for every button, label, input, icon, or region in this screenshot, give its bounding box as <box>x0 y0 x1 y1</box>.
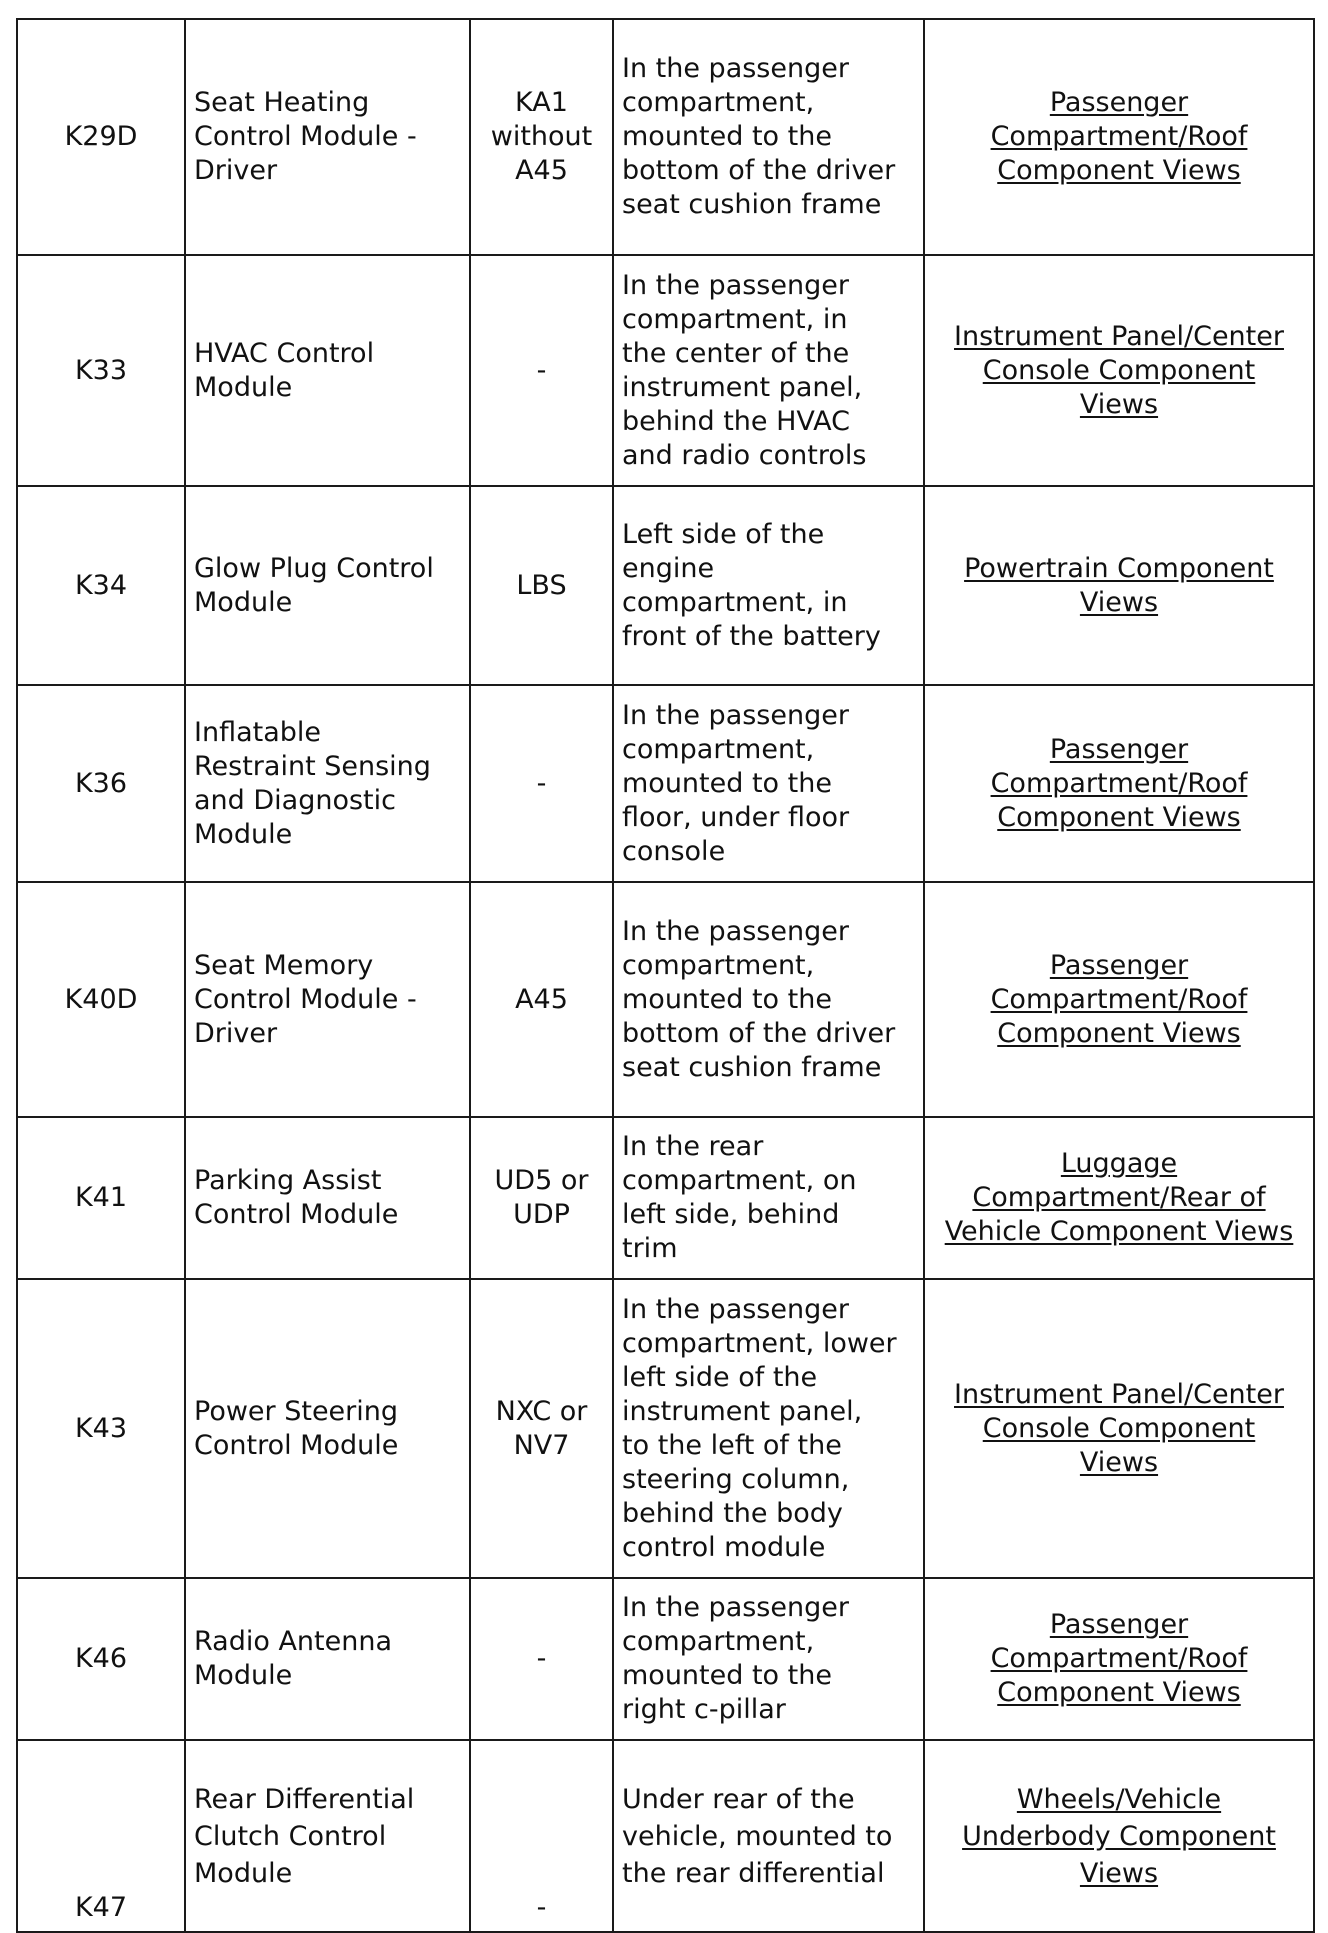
component-name-cell <box>185 19 470 255</box>
location-text: In the passenger compartment, lower left side of the instrument panel, to the left of the steering column, behind the body control module <box>622 1293 897 1563</box>
component-name-cell <box>185 486 470 685</box>
location-text: In the passenger compartment, in the center of the instrument panel, behind the HVAC and radio controls <box>622 269 867 471</box>
component-name-cell <box>185 685 470 882</box>
table-row <box>17 255 1314 486</box>
option-cell <box>470 1578 613 1740</box>
location-cell <box>613 255 924 486</box>
location-cell <box>613 1740 924 1932</box>
component-id-cell <box>17 486 185 685</box>
component-id-cell <box>17 882 185 1117</box>
view-link-cell <box>924 1578 1314 1740</box>
option-cell <box>470 882 613 1117</box>
component-view-link[interactable]: Instrument Panel/Center Console Component Views <box>954 1378 1284 1478</box>
option-cell <box>470 255 613 486</box>
location-cell <box>613 1117 924 1279</box>
option-code: LBS <box>516 569 567 601</box>
component-name: Seat Heating Control Module - Driver <box>194 87 417 186</box>
location-text: In the passenger compartment, mounted to the floor, under floor console <box>622 699 850 867</box>
option-cell <box>470 1740 613 1932</box>
location-cell <box>613 486 924 685</box>
component-id-cell <box>17 1578 185 1740</box>
component-name: Seat Memory Control Module - Driver <box>194 949 417 1049</box>
location-cell <box>613 19 924 255</box>
component-id-cell <box>17 685 185 882</box>
component-view-link[interactable]: Instrument Panel/Center Console Component Views <box>954 320 1284 420</box>
location-text: Under rear of the vehicle, mounted to the rear differential <box>622 1783 893 1889</box>
location-cell <box>613 882 924 1117</box>
location-text: In the passenger compartment, mounted to the bottom of the driver seat cushion frame <box>622 53 896 220</box>
option-code: A45 <box>515 983 568 1015</box>
table-row <box>17 486 1314 685</box>
component-name-cell <box>185 1740 470 1932</box>
location-cell <box>613 1279 924 1578</box>
location-text: Left side of the engine compartment, in front of the battery <box>622 518 881 652</box>
option-cell <box>470 486 613 685</box>
component-view-link[interactable]: Powertrain Component Views <box>964 552 1274 618</box>
table-row <box>17 1740 1314 1932</box>
component-name: HVAC Control Module <box>194 337 375 403</box>
table-row <box>17 19 1314 255</box>
component-id: K46 <box>74 1643 128 1674</box>
view-link-cell <box>924 486 1314 685</box>
component-view-link[interactable]: Passenger Compartment/Roof Component Views <box>990 1609 1248 1708</box>
option-cell <box>470 685 613 882</box>
table-row <box>17 685 1314 882</box>
component-name-cell <box>185 882 470 1117</box>
view-link-cell <box>924 882 1314 1117</box>
component-name-cell <box>185 1279 470 1578</box>
component-name: Glow Plug Control Module <box>194 552 434 618</box>
table-row <box>17 1117 1314 1279</box>
view-link-cell <box>924 255 1314 486</box>
view-link-cell <box>924 685 1314 882</box>
component-id: K40D <box>64 983 138 1015</box>
component-id-cell <box>17 1117 185 1279</box>
component-id: K29D <box>64 121 138 152</box>
view-link-cell <box>924 1740 1314 1932</box>
location-cell <box>613 1578 924 1740</box>
option-code: - <box>536 354 547 386</box>
option-code: - <box>536 767 547 799</box>
option-code: UD5 or UDP <box>494 1165 589 1230</box>
component-name-cell <box>185 1117 470 1279</box>
option-code: NXC or NV7 <box>495 1395 588 1461</box>
component-id-cell <box>17 1279 185 1578</box>
view-link-cell <box>924 1279 1314 1578</box>
table-row <box>17 1578 1314 1740</box>
table-row <box>17 1279 1314 1578</box>
location-text: In the passenger compartment, mounted to the bottom of the driver seat cushion frame <box>622 915 896 1083</box>
component-view-link[interactable]: Passenger Compartment/Roof Component Views <box>990 949 1248 1049</box>
option-code: - <box>536 1643 547 1674</box>
component-id: K34 <box>74 569 128 601</box>
component-id: K33 <box>74 354 128 386</box>
view-link-cell <box>924 19 1314 255</box>
component-name: Radio Antenna Module <box>194 1626 393 1691</box>
location-text: In the rear compartment, on left side, behind trim <box>622 1131 857 1264</box>
option-code: - <box>536 1892 547 1923</box>
option-cell <box>470 1279 613 1578</box>
component-name: Power Steering Control Module <box>194 1395 399 1461</box>
location-text: In the passenger compartment, mounted to the right c-pillar <box>622 1592 849 1725</box>
component-name-cell <box>185 255 470 486</box>
location-cell <box>613 685 924 882</box>
component-view-link[interactable]: Passenger Compartment/Roof Component Views <box>990 733 1248 833</box>
component-view-link[interactable]: Luggage Compartment/Rear of Vehicle Component Views <box>944 1148 1294 1247</box>
option-code: KA1 without A45 <box>490 87 593 186</box>
component-name: Inflatable Restraint Sensing and Diagnostic Module <box>194 716 431 850</box>
component-name: Parking Assist Control Module <box>194 1165 399 1230</box>
component-id: K43 <box>74 1412 128 1444</box>
view-link-cell <box>924 1117 1314 1279</box>
option-cell <box>470 19 613 255</box>
component-id: K36 <box>74 767 128 799</box>
component-id: K47 <box>74 1892 128 1923</box>
component-id-cell <box>17 255 185 486</box>
component-name-cell <box>185 1578 470 1740</box>
component-name: Rear Differential Clutch Control Module <box>194 1783 415 1889</box>
component-id: K41 <box>74 1182 128 1213</box>
component-locator-table-container <box>16 18 1315 1933</box>
component-locator-table <box>16 18 1315 1933</box>
option-cell <box>470 1117 613 1279</box>
table-row <box>17 882 1314 1117</box>
component-view-link[interactable]: Wheels/Vehicle Underbody Component Views <box>962 1783 1276 1889</box>
component-view-link[interactable]: Passenger Compartment/Roof Component Views <box>990 87 1248 186</box>
component-id-cell <box>17 19 185 255</box>
component-id-cell <box>17 1740 185 1932</box>
